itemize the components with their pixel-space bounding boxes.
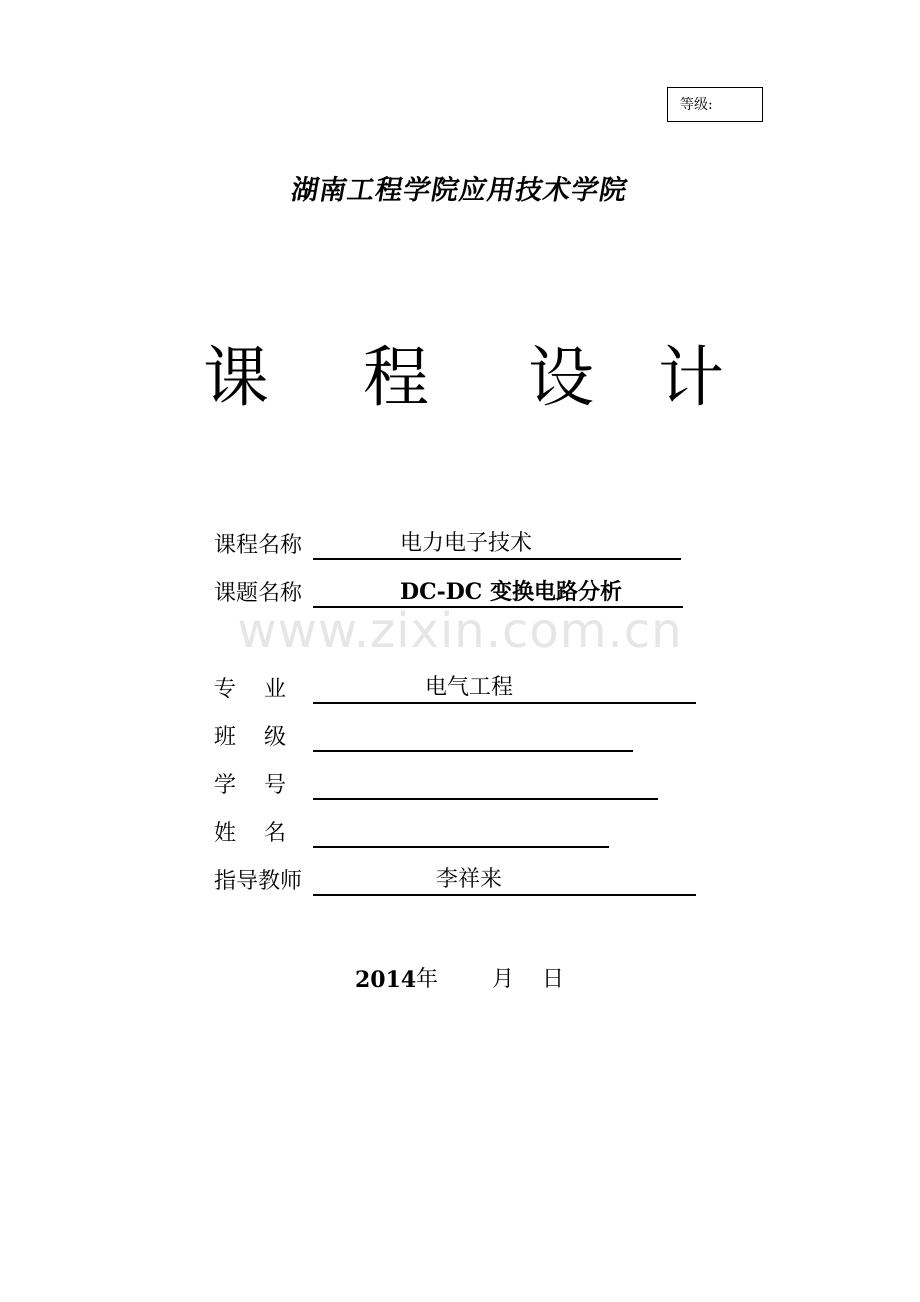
class-label: 班 级 (214, 725, 286, 750)
school-name: 湖南工程学院应用技术学院 (288, 175, 631, 206)
supervisor-label: 指导教师 (214, 869, 303, 894)
title-char-1: 课 (203, 339, 269, 416)
title-char-2: 程 (363, 339, 429, 416)
supervisor-value: 李祥来 (436, 867, 503, 892)
grade-label: 等级: (680, 97, 713, 113)
date-month-label: 月 (492, 967, 515, 992)
major-value: 电气工程 (425, 675, 514, 700)
date-day-label: 日 (542, 967, 565, 992)
class-line (313, 724, 633, 752)
title-char-3: 设 (528, 339, 594, 416)
student-name-line (313, 820, 609, 848)
course-name-value: 电力电子技术 (400, 531, 533, 556)
topic-name-label: 课题名称 (214, 581, 303, 606)
supervisor-line (313, 868, 696, 896)
student-name-label: 姓 名 (214, 821, 286, 846)
student-number-label: 学 号 (214, 773, 286, 798)
course-name-label: 课程名称 (214, 533, 303, 558)
grade-box (667, 87, 763, 122)
watermark: www.zixin.com.cn (237, 603, 683, 659)
title-char-4: 计 (658, 339, 724, 416)
date-year: 2014 (355, 967, 417, 993)
major-label: 专 业 (214, 677, 286, 702)
student-number-line (313, 772, 658, 800)
topic-name-value: DC-DC 变换电路分析 (400, 579, 622, 605)
date-year-label: 年 (416, 967, 439, 992)
